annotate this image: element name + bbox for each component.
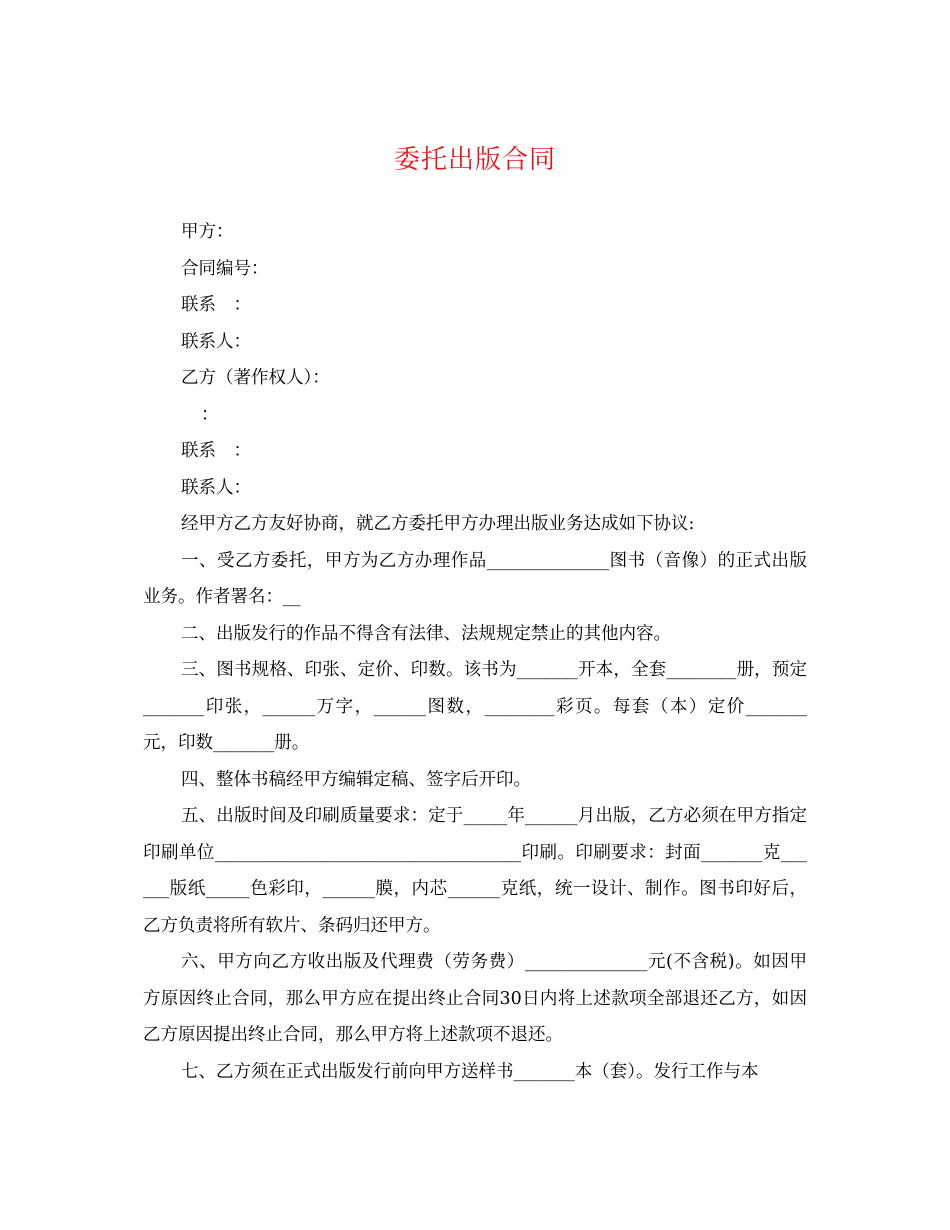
party-b-label: 乙方（著作权人）： <box>181 368 330 388</box>
page-title: 委托出版合同 <box>393 145 556 175</box>
party-b-blank-field: ： <box>201 404 219 425</box>
contract-body <box>143 214 807 1090</box>
contract-number-label: 合同编号： <box>181 258 269 279</box>
party-a-contact-person-label: 联系人： <box>181 331 251 352</box>
party-b-contact-label: 联系 ： <box>181 441 251 461</box>
clause-1: 一、受乙方委托，甲方为乙方办理作品______________图书（音像）的正式出版业务。作者署名：__ <box>143 550 807 607</box>
party-a-label: 甲方： <box>181 222 234 242</box>
clause-4: 四、整体书稿经甲方编辑定稿、签字后开印。 <box>181 769 531 790</box>
clause-5: 五、出版时间及印刷质量要求：定于_____年______月出版，乙方必须在甲方指定印刷单位___________________________________印刷。印刷要求：封面_______克______版纸_____色彩印，______膜，内芯______克纸，统一设计、制作。图书印好后，乙方负责将所有软片、条码归还甲方。 <box>143 806 807 936</box>
party-b-contact-person-label: 联系人： <box>181 477 251 498</box>
clause-2: 二、出版发行的作品不得含有法律、法规规定禁止的其他内容。 <box>181 623 671 644</box>
intro-paragraph: 经甲方乙方友好协商，就乙方委托甲方办理出版业务达成如下协议: <box>181 514 695 534</box>
clause-3: 三、图书规格、印张、定价、印数。该书为_______开本，全套________册，预定_______印张，______万字，______图数，________彩页。每套（本）定价_______元，印数_______册。 <box>143 660 807 753</box>
party-a-contact-label: 联系 ： <box>181 295 251 315</box>
clause-6: 六、甲方向乙方收出版及代理费（劳务费）______________元(不含税)。如因甲方原因终止合同，那么甲方应在提出终止合同30日内将上述款项全部退还乙方，如因乙方原因提出终止合同，那么甲方将上述款项不退还。 <box>143 952 807 1045</box>
clause-7: 七、乙方须在正式出版发行前向甲方送样书_______本（套）。发行工作与本 <box>181 1061 759 1082</box>
